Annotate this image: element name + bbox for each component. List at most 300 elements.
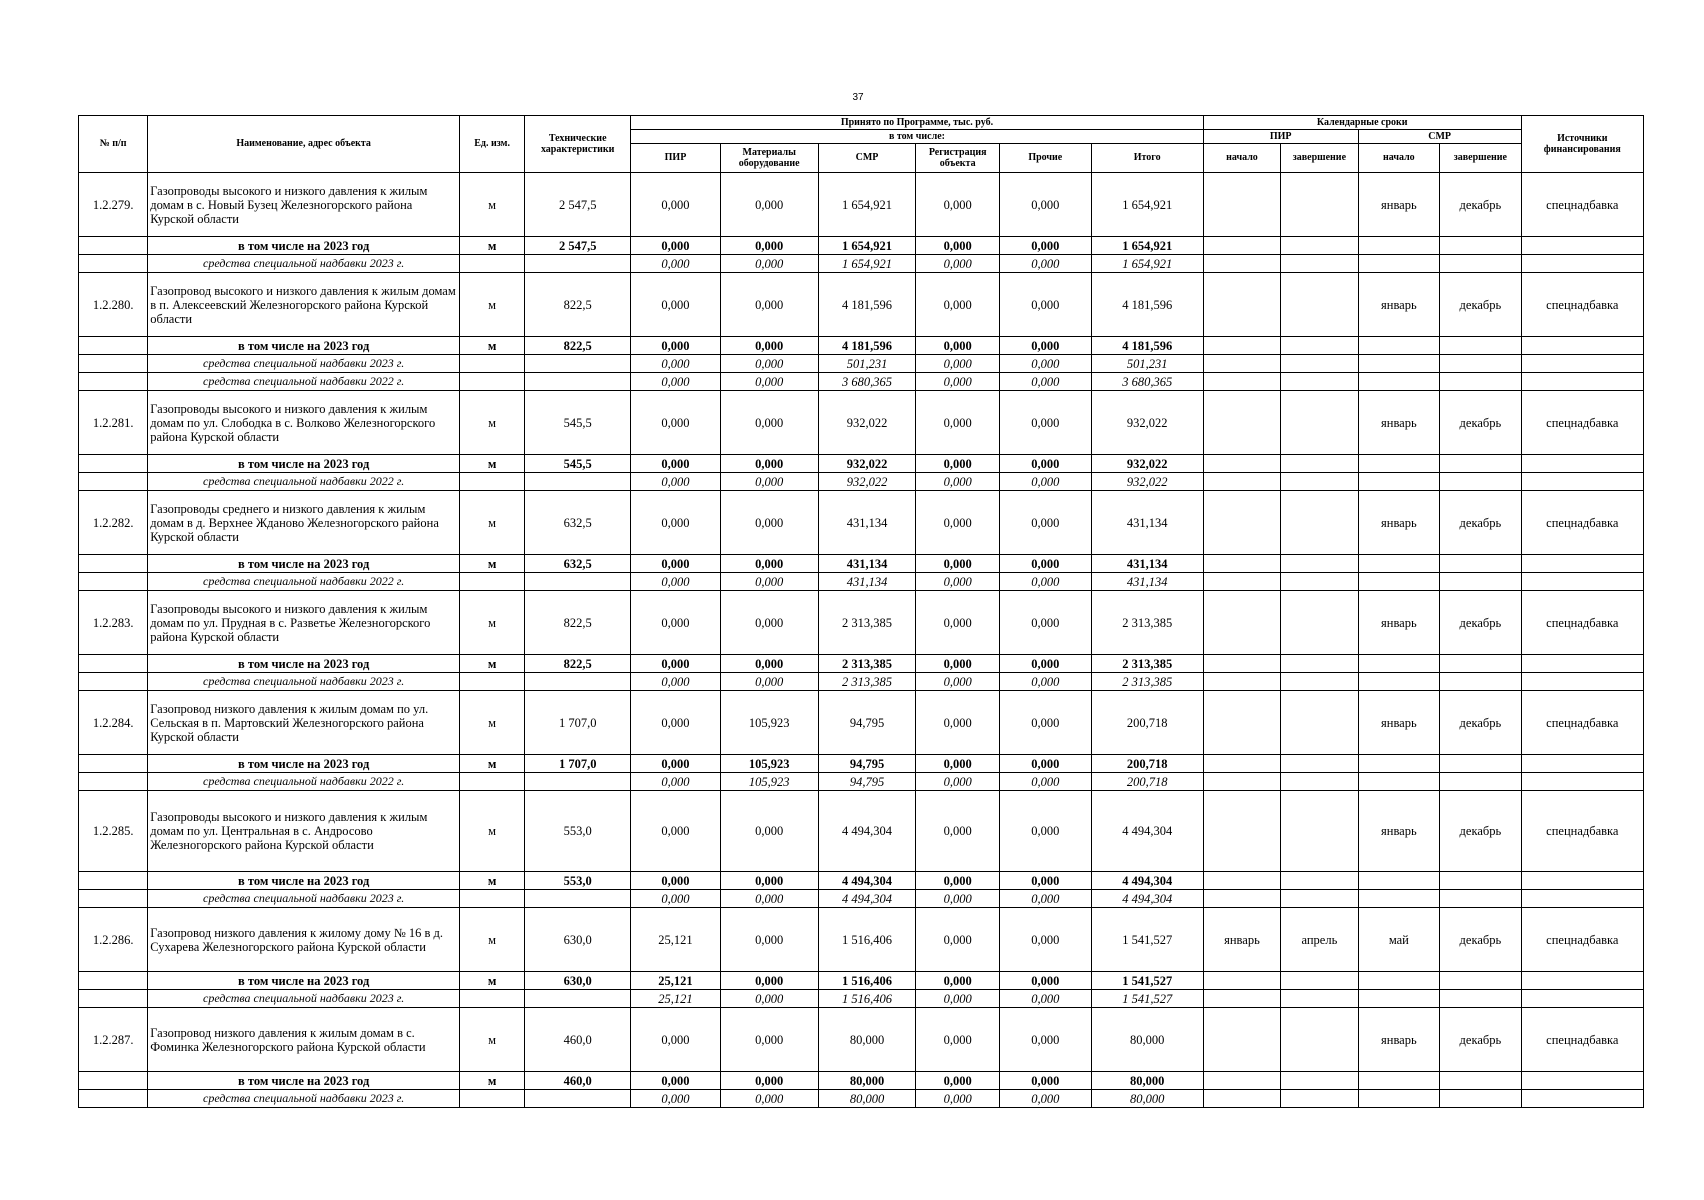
source-empty <box>1203 373 1280 391</box>
object-pir: 0,000 <box>631 491 721 555</box>
source-other: 0,000 <box>999 373 1091 391</box>
subtotal-empty <box>1440 872 1522 890</box>
object-pir-end <box>1281 691 1358 755</box>
source-empty <box>1281 673 1358 691</box>
source-total: 501,231 <box>1091 355 1203 373</box>
object-smr-start: май <box>1358 908 1440 972</box>
source-num <box>79 990 148 1008</box>
source-empty <box>1203 673 1280 691</box>
subtotal-pir: 0,000 <box>631 337 721 355</box>
source-total: 1 654,921 <box>1091 255 1203 273</box>
object-unit: м <box>460 1008 525 1072</box>
source-empty <box>1203 773 1280 791</box>
subtotal-empty <box>1281 872 1358 890</box>
subtotal-total: 4 181,596 <box>1091 337 1203 355</box>
object-smr: 1 516,406 <box>818 908 916 972</box>
object-number: 1.2.281. <box>79 391 148 455</box>
source-label: средства специальной надбавки 2022 г. <box>148 473 460 491</box>
subtotal-pir: 0,000 <box>631 755 721 773</box>
subtotal-materials: 0,000 <box>720 455 818 473</box>
subtotal-unit: м <box>460 972 525 990</box>
object-materials: 0,000 <box>720 791 818 872</box>
object-smr-end: декабрь <box>1440 491 1522 555</box>
object-number: 1.2.286. <box>79 908 148 972</box>
subtotal-total: 200,718 <box>1091 755 1203 773</box>
source-tech <box>525 890 631 908</box>
source-other: 0,000 <box>999 473 1091 491</box>
subtotal-materials: 0,000 <box>720 972 818 990</box>
source-materials: 0,000 <box>720 1090 818 1108</box>
source-empty <box>1521 473 1643 491</box>
object-other: 0,000 <box>999 173 1091 237</box>
object-unit: м <box>460 273 525 337</box>
subtotal-unit: м <box>460 655 525 673</box>
source-registration: 0,000 <box>916 1090 1000 1108</box>
source-smr: 1 516,406 <box>818 990 916 1008</box>
object-pir: 0,000 <box>631 391 721 455</box>
subtotal-registration: 0,000 <box>916 972 1000 990</box>
object-row <box>79 591 1644 655</box>
object-source: спецнадбавка <box>1521 273 1643 337</box>
subtotal-tech: 460,0 <box>525 1072 631 1090</box>
source-empty <box>1440 890 1522 908</box>
subtotal-pir: 25,121 <box>631 972 721 990</box>
source-smr: 4 494,304 <box>818 890 916 908</box>
col-accepted-header: Принято по Программе, тыс. руб. <box>631 116 1204 130</box>
object-source: спецнадбавка <box>1521 391 1643 455</box>
subtotal-total: 4 494,304 <box>1091 872 1203 890</box>
source-label: средства специальной надбавки 2022 г. <box>148 773 460 791</box>
subtotal-materials: 0,000 <box>720 1072 818 1090</box>
funding-source-row <box>79 373 1644 391</box>
subtotal-registration: 0,000 <box>916 655 1000 673</box>
subtotal-empty <box>1521 755 1643 773</box>
source-unit <box>460 373 525 391</box>
object-registration: 0,000 <box>916 173 1000 237</box>
subtotal-unit: м <box>460 455 525 473</box>
subtotal-empty <box>1203 872 1280 890</box>
object-pir-end <box>1281 173 1358 237</box>
subtotal-other: 0,000 <box>999 872 1091 890</box>
object-pir-start <box>1203 273 1280 337</box>
source-unit <box>460 473 525 491</box>
source-unit <box>460 890 525 908</box>
source-empty <box>1521 573 1643 591</box>
source-other: 0,000 <box>999 255 1091 273</box>
source-other: 0,000 <box>999 1090 1091 1108</box>
source-empty <box>1440 990 1522 1008</box>
source-empty <box>1203 990 1280 1008</box>
object-pir-end <box>1281 791 1358 872</box>
object-smr-end: декабрь <box>1440 391 1522 455</box>
source-empty <box>1440 673 1522 691</box>
object-name: Газопроводы высокого и низкого давления к жилым домам по ул. Слободка в с. Волково Железногорского района Курской области <box>148 391 460 455</box>
object-pir: 0,000 <box>631 273 721 337</box>
subtotal-empty <box>1521 555 1643 573</box>
object-pir-start <box>1203 391 1280 455</box>
subtotal-total: 1 654,921 <box>1091 237 1203 255</box>
subtotal-num <box>79 1072 148 1090</box>
subtotal-registration: 0,000 <box>916 237 1000 255</box>
subtotal-label: в том числе на 2023 год <box>148 337 460 355</box>
subtotal-num <box>79 455 148 473</box>
subtotal-registration: 0,000 <box>916 872 1000 890</box>
source-total: 3 680,365 <box>1091 373 1203 391</box>
object-smr: 4 181,596 <box>818 273 916 337</box>
object-row <box>79 791 1644 872</box>
source-empty <box>1521 1090 1643 1108</box>
col-smr-end-header: завершение <box>1440 144 1522 173</box>
object-materials: 105,923 <box>720 691 818 755</box>
object-registration: 0,000 <box>916 391 1000 455</box>
source-empty <box>1203 355 1280 373</box>
subtotal-label: в том числе на 2023 год <box>148 755 460 773</box>
object-pir-start <box>1203 491 1280 555</box>
object-source: спецнадбавка <box>1521 591 1643 655</box>
source-tech <box>525 673 631 691</box>
subtotal-other: 0,000 <box>999 237 1091 255</box>
source-empty <box>1203 1090 1280 1108</box>
object-tech: 545,5 <box>525 391 631 455</box>
source-num <box>79 373 148 391</box>
subtotal-pir: 0,000 <box>631 455 721 473</box>
object-pir-start <box>1203 1008 1280 1072</box>
object-name: Газопровод низкого давления к жилым домам по ул. Сельская в п. Мартовский Железногорского района Курской области <box>148 691 460 755</box>
source-pir: 25,121 <box>631 990 721 1008</box>
object-smr-start: январь <box>1358 173 1440 237</box>
object-number: 1.2.287. <box>79 1008 148 1072</box>
subtotal-empty <box>1521 455 1643 473</box>
subtotal-empty <box>1440 1072 1522 1090</box>
subtotal-smr: 4 494,304 <box>818 872 916 890</box>
object-pir-end <box>1281 491 1358 555</box>
source-num <box>79 1090 148 1108</box>
source-materials: 105,923 <box>720 773 818 791</box>
source-label: средства специальной надбавки 2023 г. <box>148 890 460 908</box>
subtotal-empty <box>1203 972 1280 990</box>
program-table <box>78 115 1644 1108</box>
subtotal-row <box>79 337 1644 355</box>
subtotal-empty <box>1281 555 1358 573</box>
object-number: 1.2.282. <box>79 491 148 555</box>
source-empty <box>1281 473 1358 491</box>
subtotal-other: 0,000 <box>999 1072 1091 1090</box>
object-tech: 553,0 <box>525 791 631 872</box>
subtotal-materials: 0,000 <box>720 337 818 355</box>
object-materials: 0,000 <box>720 273 818 337</box>
source-unit <box>460 773 525 791</box>
object-name: Газопровод низкого давления к жилым домам в с. Фоминка Железногорского района Курской области <box>148 1008 460 1072</box>
subtotal-empty <box>1521 872 1643 890</box>
source-smr: 431,134 <box>818 573 916 591</box>
source-tech <box>525 573 631 591</box>
subtotal-registration: 0,000 <box>916 555 1000 573</box>
source-total: 200,718 <box>1091 773 1203 791</box>
col-pir-start-header: начало <box>1203 144 1280 173</box>
source-tech <box>525 1090 631 1108</box>
source-empty <box>1521 890 1643 908</box>
subtotal-empty <box>1358 455 1440 473</box>
object-smr: 94,795 <box>818 691 916 755</box>
object-source: спецнадбавка <box>1521 491 1643 555</box>
object-pir-end <box>1281 1008 1358 1072</box>
subtotal-tech: 545,5 <box>525 455 631 473</box>
subtotal-smr: 1 516,406 <box>818 972 916 990</box>
object-pir: 0,000 <box>631 173 721 237</box>
col-unit-header: Ед. изм. <box>460 116 525 173</box>
object-pir-start <box>1203 691 1280 755</box>
object-row <box>79 908 1644 972</box>
source-materials: 0,000 <box>720 890 818 908</box>
subtotal-empty <box>1358 755 1440 773</box>
funding-source-row <box>79 890 1644 908</box>
source-registration: 0,000 <box>916 773 1000 791</box>
col-materials-header: Материалы оборудование <box>720 144 818 173</box>
object-registration: 0,000 <box>916 273 1000 337</box>
source-num <box>79 773 148 791</box>
object-name: Газопроводы высокого и низкого давления к жилым домам по ул. Центральная в с. Андросово Железногорского района Курской области <box>148 791 460 872</box>
subtotal-row <box>79 1072 1644 1090</box>
subtotal-pir: 0,000 <box>631 555 721 573</box>
object-pir: 0,000 <box>631 691 721 755</box>
subtotal-empty <box>1521 972 1643 990</box>
funding-source-row <box>79 990 1644 1008</box>
object-smr: 2 313,385 <box>818 591 916 655</box>
col-cal-pir-header: ПИР <box>1203 130 1358 144</box>
subtotal-registration: 0,000 <box>916 337 1000 355</box>
object-pir-start <box>1203 791 1280 872</box>
object-unit: м <box>460 391 525 455</box>
source-empty <box>1440 373 1522 391</box>
object-pir-end: апрель <box>1281 908 1358 972</box>
subtotal-empty <box>1203 455 1280 473</box>
source-empty <box>1203 473 1280 491</box>
object-source: спецнадбавка <box>1521 908 1643 972</box>
subtotal-empty <box>1358 237 1440 255</box>
object-pir: 25,121 <box>631 908 721 972</box>
source-empty <box>1440 255 1522 273</box>
source-smr: 2 313,385 <box>818 673 916 691</box>
page-number: 37 <box>852 92 864 103</box>
subtotal-label: в том числе на 2023 год <box>148 972 460 990</box>
object-materials: 0,000 <box>720 908 818 972</box>
object-smr: 431,134 <box>818 491 916 555</box>
source-label: средства специальной надбавки 2023 г. <box>148 355 460 373</box>
source-empty <box>1203 573 1280 591</box>
subtotal-empty <box>1440 455 1522 473</box>
object-source: спецнадбавка <box>1521 173 1643 237</box>
subtotal-total: 932,022 <box>1091 455 1203 473</box>
object-smr-start: январь <box>1358 591 1440 655</box>
source-pir: 0,000 <box>631 255 721 273</box>
subtotal-materials: 0,000 <box>720 555 818 573</box>
object-row <box>79 173 1644 237</box>
source-materials: 0,000 <box>720 673 818 691</box>
subtotal-empty <box>1521 337 1643 355</box>
subtotal-empty <box>1203 337 1280 355</box>
source-tech <box>525 355 631 373</box>
source-materials: 0,000 <box>720 990 818 1008</box>
object-other: 0,000 <box>999 691 1091 755</box>
source-smr: 3 680,365 <box>818 373 916 391</box>
object-smr-start: январь <box>1358 691 1440 755</box>
object-smr: 80,000 <box>818 1008 916 1072</box>
col-calendar-header: Календарные сроки <box>1203 116 1521 130</box>
source-empty <box>1521 773 1643 791</box>
subtotal-tech: 822,5 <box>525 337 631 355</box>
funding-source-row <box>79 355 1644 373</box>
object-pir-end <box>1281 391 1358 455</box>
object-tech: 1 707,0 <box>525 691 631 755</box>
source-empty <box>1440 1090 1522 1108</box>
subtotal-empty <box>1440 337 1522 355</box>
object-name: Газопроводы среднего и низкого давления к жилым домам в д. Верхнее Жданово Железногорского района Курской области <box>148 491 460 555</box>
subtotal-empty <box>1203 755 1280 773</box>
source-num <box>79 355 148 373</box>
table-body <box>79 173 1644 1108</box>
subtotal-empty <box>1440 755 1522 773</box>
object-row <box>79 1008 1644 1072</box>
source-empty <box>1440 355 1522 373</box>
subtotal-unit: м <box>460 755 525 773</box>
subtotal-row <box>79 555 1644 573</box>
col-cal-smr-header: СМР <box>1358 130 1521 144</box>
table-header <box>79 116 1644 173</box>
subtotal-row <box>79 655 1644 673</box>
subtotal-total: 80,000 <box>1091 1072 1203 1090</box>
source-total: 1 541,527 <box>1091 990 1203 1008</box>
source-total: 80,000 <box>1091 1090 1203 1108</box>
funding-source-row <box>79 255 1644 273</box>
subtotal-empty <box>1281 655 1358 673</box>
subtotal-num <box>79 755 148 773</box>
subtotal-materials: 0,000 <box>720 655 818 673</box>
subtotal-empty <box>1358 1072 1440 1090</box>
funding-source-row <box>79 773 1644 791</box>
subtotal-empty <box>1281 972 1358 990</box>
object-pir: 0,000 <box>631 1008 721 1072</box>
object-registration: 0,000 <box>916 591 1000 655</box>
col-smr-start-header: начало <box>1358 144 1440 173</box>
object-smr-start: январь <box>1358 391 1440 455</box>
source-tech <box>525 255 631 273</box>
object-number: 1.2.279. <box>79 173 148 237</box>
subtotal-empty <box>1281 237 1358 255</box>
object-unit: м <box>460 908 525 972</box>
subtotal-unit: м <box>460 1072 525 1090</box>
col-registration-header: Регистрация объекта <box>916 144 1000 173</box>
subtotal-tech: 630,0 <box>525 972 631 990</box>
object-pir-start: январь <box>1203 908 1280 972</box>
source-smr: 80,000 <box>818 1090 916 1108</box>
source-total: 2 313,385 <box>1091 673 1203 691</box>
subtotal-empty <box>1203 1072 1280 1090</box>
subtotal-tech: 632,5 <box>525 555 631 573</box>
source-pir: 0,000 <box>631 373 721 391</box>
subtotal-registration: 0,000 <box>916 1072 1000 1090</box>
object-smr-start: январь <box>1358 273 1440 337</box>
subtotal-empty <box>1440 655 1522 673</box>
object-tech: 2 547,5 <box>525 173 631 237</box>
object-pir-start <box>1203 173 1280 237</box>
object-name: Газопровод высокого и низкого давления к жилым домам в п. Алексеевский Железногорского района Курской области <box>148 273 460 337</box>
source-empty <box>1358 573 1440 591</box>
source-unit <box>460 990 525 1008</box>
subtotal-empty <box>1281 455 1358 473</box>
subtotal-other: 0,000 <box>999 555 1091 573</box>
subtotal-pir: 0,000 <box>631 1072 721 1090</box>
source-empty <box>1203 890 1280 908</box>
subtotal-label: в том числе на 2023 год <box>148 455 460 473</box>
object-smr-end: декабрь <box>1440 691 1522 755</box>
source-num <box>79 473 148 491</box>
subtotal-smr: 80,000 <box>818 1072 916 1090</box>
funding-source-row <box>79 1090 1644 1108</box>
object-number: 1.2.284. <box>79 691 148 755</box>
source-total: 932,022 <box>1091 473 1203 491</box>
source-tech <box>525 773 631 791</box>
subtotal-empty <box>1358 337 1440 355</box>
source-total: 431,134 <box>1091 573 1203 591</box>
subtotal-empty <box>1203 555 1280 573</box>
source-num <box>79 673 148 691</box>
object-smr-end: декабрь <box>1440 591 1522 655</box>
source-pir: 0,000 <box>631 1090 721 1108</box>
subtotal-num <box>79 337 148 355</box>
object-total: 1 541,527 <box>1091 908 1203 972</box>
source-materials: 0,000 <box>720 355 818 373</box>
source-empty <box>1281 255 1358 273</box>
source-empty <box>1521 990 1643 1008</box>
source-empty <box>1281 773 1358 791</box>
subtotal-empty <box>1281 1072 1358 1090</box>
object-tech: 632,5 <box>525 491 631 555</box>
subtotal-row <box>79 972 1644 990</box>
subtotal-row <box>79 455 1644 473</box>
object-smr-end: декабрь <box>1440 791 1522 872</box>
object-materials: 0,000 <box>720 491 818 555</box>
source-empty <box>1281 990 1358 1008</box>
source-materials: 0,000 <box>720 373 818 391</box>
subtotal-total: 431,134 <box>1091 555 1203 573</box>
subtotal-row <box>79 237 1644 255</box>
source-other: 0,000 <box>999 990 1091 1008</box>
subtotal-empty <box>1521 1072 1643 1090</box>
object-other: 0,000 <box>999 591 1091 655</box>
source-unit <box>460 255 525 273</box>
source-empty <box>1440 773 1522 791</box>
subtotal-smr: 1 654,921 <box>818 237 916 255</box>
source-registration: 0,000 <box>916 573 1000 591</box>
source-pir: 0,000 <box>631 773 721 791</box>
subtotal-pir: 0,000 <box>631 655 721 673</box>
subtotal-row <box>79 755 1644 773</box>
source-empty <box>1281 355 1358 373</box>
object-total: 932,022 <box>1091 391 1203 455</box>
object-registration: 0,000 <box>916 908 1000 972</box>
object-pir-end <box>1281 273 1358 337</box>
source-label: средства специальной надбавки 2022 г. <box>148 373 460 391</box>
source-registration: 0,000 <box>916 355 1000 373</box>
object-registration: 0,000 <box>916 791 1000 872</box>
source-pir: 0,000 <box>631 355 721 373</box>
object-other: 0,000 <box>999 908 1091 972</box>
source-unit <box>460 1090 525 1108</box>
subtotal-empty <box>1521 655 1643 673</box>
source-empty <box>1281 573 1358 591</box>
col-name-header: Наименование, адрес объекта <box>148 116 460 173</box>
col-num-header: № п/п <box>79 116 148 173</box>
